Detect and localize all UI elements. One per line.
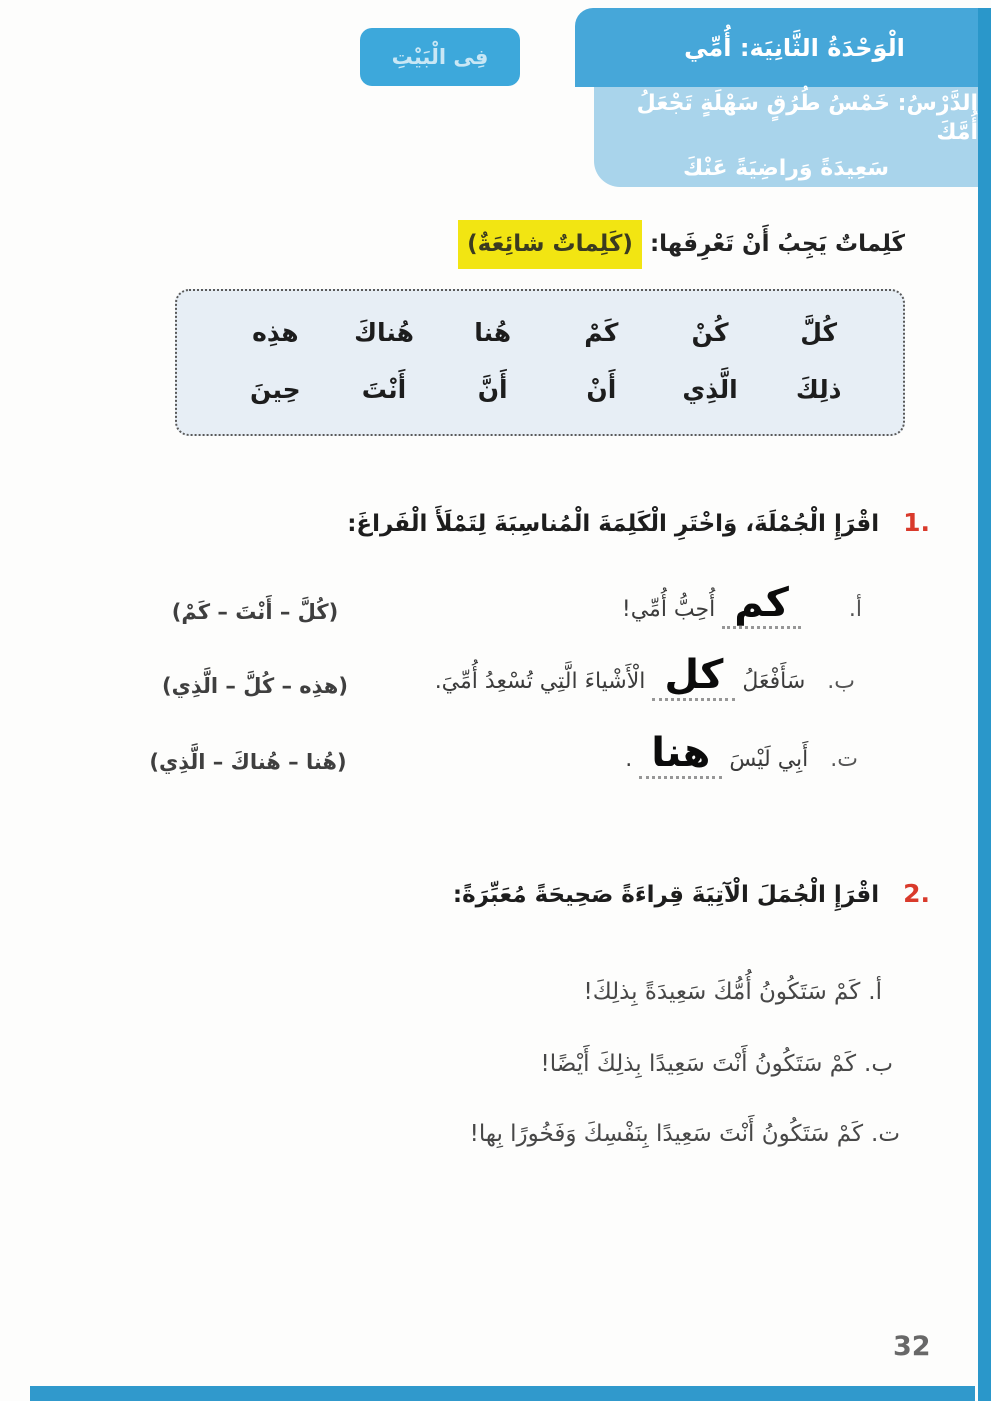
fill-blank bbox=[722, 580, 801, 629]
unit-title-banner bbox=[575, 8, 978, 87]
lesson-title-line2: سَعِيدَةً وَراضِيَةً عَنْكَ bbox=[682, 156, 889, 182]
handwritten-answer: كل bbox=[664, 652, 724, 698]
handwritten-answer: كم bbox=[734, 580, 789, 626]
sentence-text: كَمْ سَتَكُونُ أُمُّكَ سَعِيدَةً بِذلِكَ! bbox=[583, 979, 861, 1005]
word-item: هُنا bbox=[474, 317, 512, 347]
common-words-box bbox=[175, 289, 905, 436]
sentence-before: سَأَفْعَلُ bbox=[742, 669, 806, 694]
home-badge-label: فِى الْبَيْتِ bbox=[391, 45, 489, 69]
exercise1-item-c bbox=[625, 730, 858, 780]
exercise1-item-b bbox=[434, 652, 855, 702]
word-item: هذِه bbox=[252, 317, 299, 347]
word-item: أَنَّ bbox=[477, 374, 508, 404]
exercise1-number: 1. bbox=[903, 508, 930, 537]
exercise2-heading bbox=[453, 873, 930, 916]
word-item: هُناكَ bbox=[354, 317, 414, 347]
item-letter: ت. bbox=[830, 747, 858, 772]
word-item: كُنْ bbox=[691, 317, 729, 347]
sentence-text: كَمْ سَتَكُونُ أَنْتَ سَعِيدًا بِنَفْسِكَ وَفَخُورًا بِها! bbox=[469, 1121, 864, 1147]
fill-blank bbox=[639, 730, 722, 779]
page-edge-strip bbox=[978, 8, 991, 1401]
intro-prefix: كَلِماتٌ يَجِبُ أَنْ تَعْرِفَها: bbox=[649, 231, 905, 257]
word-item: كُلَّ bbox=[800, 317, 838, 347]
exercise1-heading bbox=[347, 502, 930, 545]
exercise2-item-b bbox=[541, 1044, 893, 1085]
exercise2-item-c bbox=[470, 1114, 900, 1155]
word-item: الَّذِي bbox=[682, 374, 738, 404]
exercise2-title: اقْرَإِ الْجُمَلَ الْآتِيَةَ قِراءَةً صَحِيحَةً مُعَبِّرَةً: bbox=[452, 882, 880, 908]
unit-title: الْوَحْدَةُ الثَّانِيَة: أُمِّي bbox=[684, 33, 905, 62]
item-letter: ب. bbox=[827, 669, 855, 694]
exercise2-number: 2. bbox=[903, 879, 930, 908]
lesson-title-banner bbox=[594, 87, 978, 187]
word-item: حِينَ bbox=[249, 374, 301, 404]
lesson-title-line1: الدَّرْسُ: خَمْسُ طُرُقٍ سَهْلَةٍ تَجْعَلُ أُمَّكَ bbox=[636, 91, 978, 145]
exercise2-item-a bbox=[583, 972, 882, 1013]
sentence-after: الْأَشْياءَ الَّتِي تُسْعِدُ أُمِّيَ. bbox=[434, 669, 646, 694]
home-badge bbox=[360, 28, 520, 86]
bottom-bar bbox=[30, 1386, 975, 1401]
sentence-after: أُحِبُّ أُمِّي! bbox=[621, 597, 716, 622]
word-item: ذلِكَ bbox=[795, 374, 842, 404]
sentence-text: كَمْ سَتَكُونُ أَنْتَ سَعِيدًا بِذلِكَ أَيْضًا! bbox=[540, 1051, 857, 1077]
item-letter: ب. bbox=[864, 1051, 893, 1077]
page-number: 32 bbox=[893, 1331, 931, 1362]
sentence-before: أَبِي لَيْسَ bbox=[729, 747, 809, 772]
highlighted-phrase: (كَلِماتٌ شائِعَةٌ) bbox=[458, 220, 642, 269]
exercise1-title: اقْرَإِ الْجُمْلَةَ، وَاخْتَرِ الْكَلِمَةَ الْمُناسِبَةَ لِتَمْلَأَ الْفَراغَ: bbox=[347, 511, 880, 537]
exercise1-options-b: (هذِه – كُلَّ – الَّذِي) bbox=[162, 674, 348, 698]
item-letter: أ. bbox=[848, 597, 862, 622]
fill-blank bbox=[652, 652, 735, 701]
exercise1-item-a bbox=[621, 580, 862, 630]
handwritten-answer: هنا bbox=[651, 730, 711, 776]
exercise1-options-a: (كُلَّ – أَنْتَ – كَمْ) bbox=[171, 600, 339, 624]
word-item: كَمْ bbox=[584, 317, 619, 347]
item-letter: ت. bbox=[871, 1121, 900, 1147]
item-letter: أ. bbox=[868, 979, 882, 1005]
sentence-after: . bbox=[625, 747, 633, 772]
word-item: أَنْتَ bbox=[361, 374, 407, 404]
intro-line bbox=[458, 220, 905, 269]
exercise1-options-c: (هُنا – هُناكَ – الَّذِي) bbox=[149, 750, 347, 774]
word-item: أَنْ bbox=[586, 374, 617, 404]
